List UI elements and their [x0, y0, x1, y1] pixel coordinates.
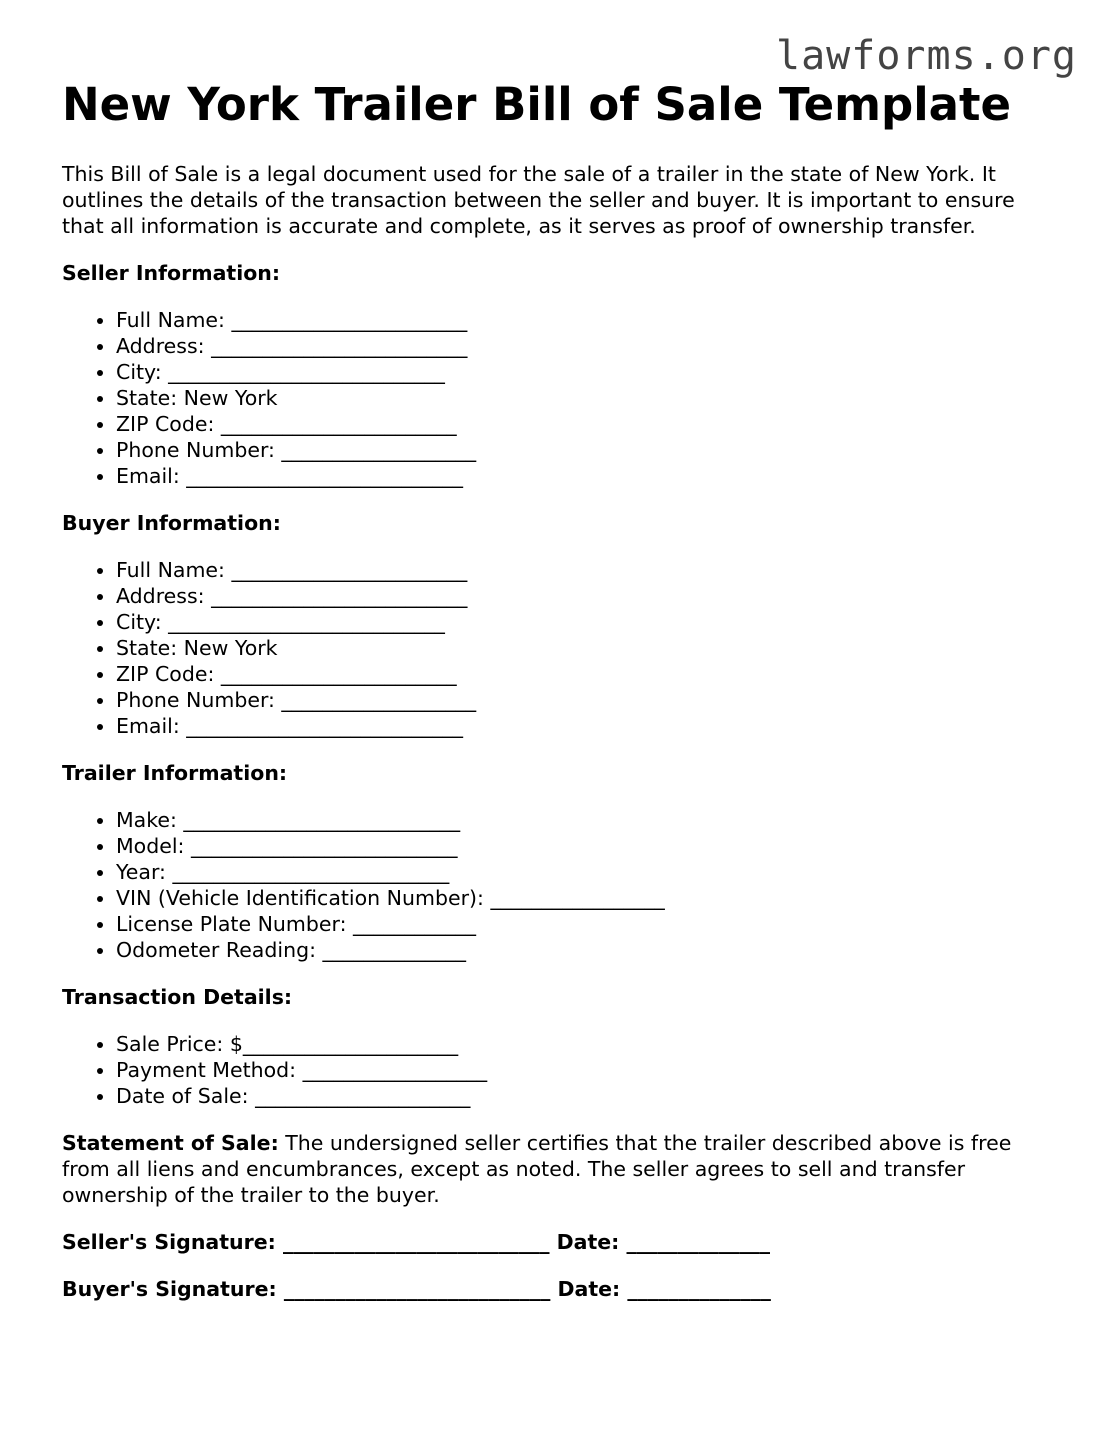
buyer-full-name-field: • Full Name: _______________________	[116, 557, 1057, 583]
sale-price-field: • Sale Price: $_____________________	[116, 1031, 1057, 1057]
buyer-heading: Buyer Information:	[62, 511, 281, 535]
page-title: New York Trailer Bill of Sale Template	[62, 78, 1012, 131]
payment-method-field: • Payment Method: __________________	[116, 1057, 1057, 1083]
buyer-section	[62, 510, 1057, 739]
trailer-year-field: • Year: ___________________________	[116, 859, 1057, 885]
trailer-heading: Trailer Information:	[62, 761, 288, 785]
buyer-address-field: • Address: _________________________	[116, 583, 1057, 609]
statement-of-sale	[62, 1130, 1057, 1208]
seller-phone-field: • Phone Number: ___________________	[116, 437, 1057, 463]
buyer-zip-field: • ZIP Code: _______________________	[116, 661, 1057, 687]
seller-heading: Seller Information:	[62, 261, 281, 285]
seller-email-field: • Email: ___________________________	[116, 463, 1057, 489]
trailer-plate-field: • License Plate Number: ____________	[116, 911, 1057, 937]
intro-paragraph: This Bill of Sale is a legal document used for the sale of a trailer in the state of New York. It outlines the details of the transaction between the seller and buyer. It is important to ensure that all information is accurate and complete, as it serves as proof of ownership transfer.	[62, 162, 1015, 238]
seller-city-field: • City: ___________________________	[116, 359, 1057, 385]
buyer-signature-line: Buyer's Signature: __________________________ Date: ______________	[62, 1277, 771, 1301]
buyer-email-field: • Email: ___________________________	[116, 713, 1057, 739]
seller-zip-field: • ZIP Code: _______________________	[116, 411, 1057, 437]
trailer-model-field: • Model: __________________________	[116, 833, 1057, 859]
trailer-make-field: • Make: ___________________________	[116, 807, 1057, 833]
buyer-field-list	[62, 557, 1057, 739]
seller-full-name-field: • Full Name: _______________________	[116, 307, 1057, 333]
transaction-heading: Transaction Details:	[62, 985, 293, 1009]
transaction-field-list	[62, 1031, 1057, 1109]
document-page	[62, 78, 1057, 1302]
statement-text: The undersigned seller certifies that the trailer described above is free from all liens and encumbrances, except as noted. The seller agrees to sell and transfer ownership of the trailer to the buyer.	[62, 1131, 1012, 1207]
site-watermark: lawforms.org	[776, 33, 1077, 79]
date-of-sale-field: • Date of Sale: _____________________	[116, 1083, 1057, 1109]
buyer-phone-field: • Phone Number: ___________________	[116, 687, 1057, 713]
trailer-field-list	[62, 807, 1057, 963]
trailer-section	[62, 760, 1057, 963]
seller-state-field: • State: New York	[116, 385, 1057, 411]
buyer-state-field: • State: New York	[116, 635, 1057, 661]
buyer-city-field: • City: ___________________________	[116, 609, 1057, 635]
seller-field-list	[62, 307, 1057, 489]
statement-label: Statement of Sale:	[62, 1131, 279, 1155]
seller-signature-line: Seller's Signature: __________________________ Date: ______________	[62, 1230, 771, 1254]
transaction-section	[62, 984, 1057, 1109]
seller-section	[62, 260, 1057, 489]
seller-address-field: • Address: _________________________	[116, 333, 1057, 359]
trailer-vin-field: • VIN (Vehicle Identification Number): _________________	[116, 885, 1057, 911]
trailer-odometer-field: • Odometer Reading: ______________	[116, 937, 1057, 963]
